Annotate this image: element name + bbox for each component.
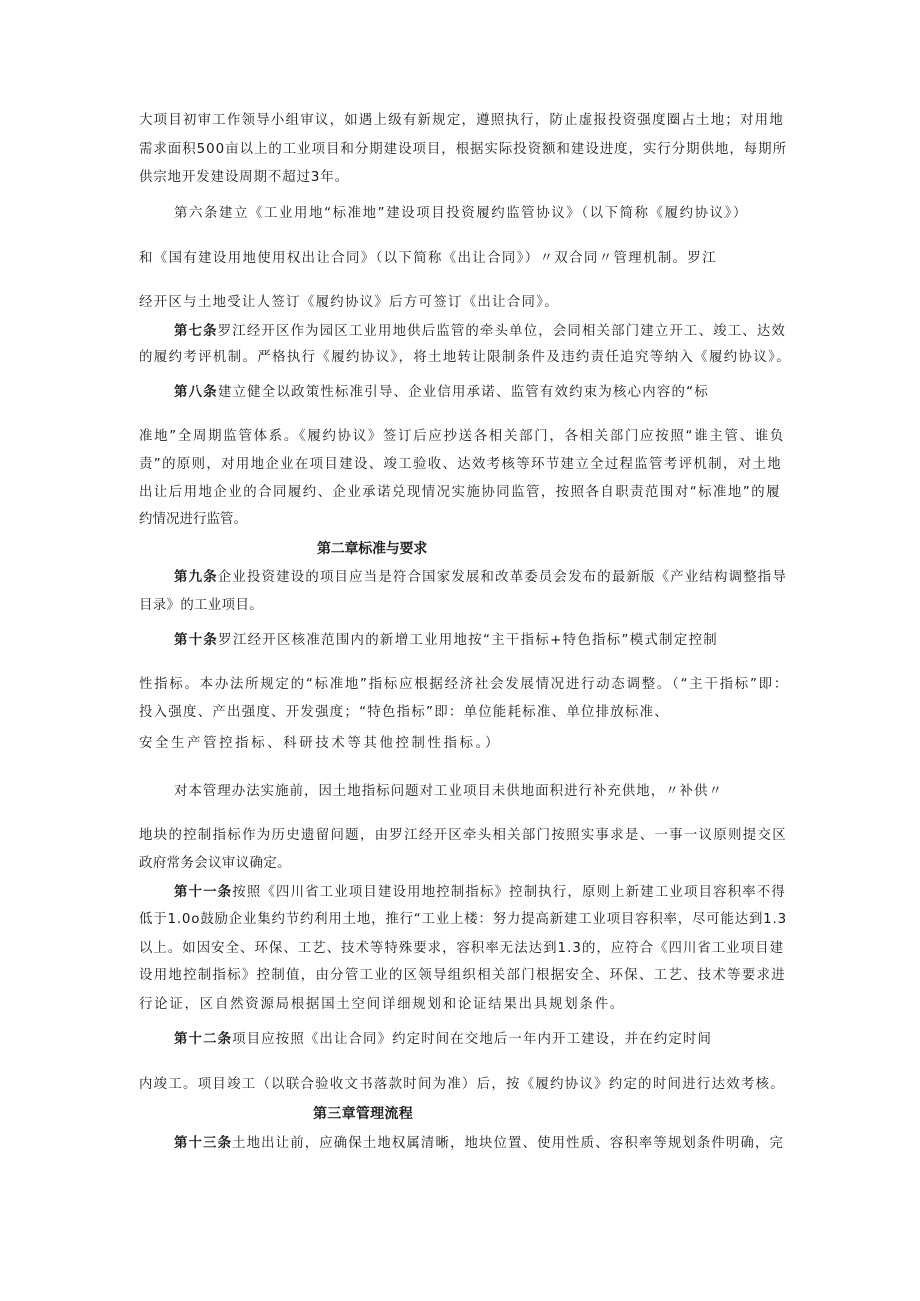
article-number: 第十二条 (174, 1032, 233, 1047)
line-text: 行论证，区自然资源局根据国土空间详细规划和论证结果出具规划条件。 (139, 997, 625, 1012)
article-number: 第十一条 (174, 885, 233, 900)
line-text: 项目应按照《出让合同》约定时间在交地后一年内开工建设，并在约定时间 (232, 1032, 712, 1047)
text-line (139, 826, 787, 846)
text-line (139, 483, 781, 503)
line-text: 对本管理办法实施前，因土地指标问题对工业项目未供地面积进行补充供地，〃补供〃 (174, 784, 723, 799)
article-number: 第九条 (174, 570, 218, 585)
article-number: 第十三条 (174, 1136, 233, 1151)
article-number: 第十条 (174, 633, 219, 648)
line-text: 的履约考评机制。严格执行《履约协议》，将土地转让限制条件及违约责任追究等纳入《履约协议》。 (139, 350, 791, 365)
line-text: 出让后用地企业的合同履约、企业承诺兑现情况实施协同监管，按照各自职责范围对“标准地”的履 (139, 485, 781, 500)
text-line (139, 140, 787, 160)
text-line (174, 322, 786, 342)
line-text: 企业投资建设的项目应当是符合国家发展和改革委员会发布的最新版《产业结构调整指导 (217, 570, 787, 585)
line-text: 准地”全周期监管体系。《履约协议》签订后应抄送各相关部门，各相关部门应按照“谁主管、谁负 (139, 429, 785, 444)
text-line (174, 1030, 712, 1050)
text-line (139, 293, 559, 313)
text-line (139, 703, 669, 723)
line-text: 罗江经开区核准范围内的新增工业用地按“主干指标+特色指标”模式制定控制 (218, 633, 718, 648)
line-text: 内竣工。项目竣工（以联合验收文书落款时间为准）后，按《履约协议》约定的时间进行达效考核。 (139, 1077, 785, 1092)
line-text: 第六条建立《工业用地“标准地”建设项目投资履约监管协议》（以下简称《履约协议》） (174, 206, 748, 221)
line-text: 性指标。本办法所规定的“标准地”指标应根据经济社会发展情况进行动态调整。（“主干指标”即： (139, 677, 789, 692)
chapter-heading (313, 1104, 413, 1124)
text-line (139, 348, 791, 368)
line-text: 低于1.0o鼓励企业集约节约利用土地，推行“工业上楼：努力提高新建工业项目容积率，尽可能达到1.3 (139, 912, 787, 927)
line-text: 建立健全以政策性标准引导、企业信用承诺、监管有效约束为核心内容的“标 (217, 385, 709, 400)
text-line (139, 995, 625, 1015)
chapter-heading (317, 539, 427, 559)
line-text: 投入强度、产出强度、开发强度；“特色指标”即：单位能耗标准、单位排放标准、 (139, 705, 669, 720)
article-number: 第七条 (174, 324, 218, 339)
text-line (139, 734, 501, 754)
text-line (139, 910, 787, 930)
line-text: 经开区与土地受让人签订《履约协议》后方可签订《出让合同》。 (139, 295, 559, 310)
text-line (139, 510, 247, 530)
text-line (139, 966, 786, 986)
article-number: 第八条 (174, 385, 218, 400)
text-line (174, 568, 787, 588)
text-line (139, 249, 717, 269)
line-text: 以上。如因安全、环保、工艺、技术等特殊要求，容积率无法达到1.3的，应符合《四川省工业项目建 (139, 941, 784, 956)
line-text: 和《国有建设用地使用权出让合同》（以下简称《出让合同》）〃双合同〃管理机制。罗江 (139, 251, 717, 266)
line-text: 责”的原则，对用地企业在项目建设、竣工验收、达效考核等环节建立全过程监管考评机制，对土地 (139, 457, 782, 472)
line-text: 地块的控制指标作为历史遗留问题，由罗江经开区牵头相关部门按照实事求是、一事一议原则提交区 (139, 828, 787, 843)
line-text: 政府常务会议审议确定。 (139, 856, 291, 871)
text-line (139, 427, 785, 447)
text-line (174, 204, 748, 224)
text-line (139, 1075, 785, 1095)
line-text: 第二章标准与要求 (317, 541, 427, 557)
text-line (139, 111, 784, 131)
line-text: 第三章管理流程 (313, 1106, 413, 1122)
line-text: 大项目初审工作领导小组审议，如遇上级有新规定，遵照执行，防止虚报投资强度圈占土地；对用地 (139, 113, 784, 128)
line-text: 罗江经开区作为园区工业用地供后监管的牵头单位，会同相关部门建立开工、竣工、达效 (217, 324, 786, 339)
text-line (139, 675, 789, 695)
text-line (174, 631, 718, 651)
line-text: 土地出让前，应确保土地权属清晰，地块位置、使用性质、容积率等规划条件明确，完 (232, 1136, 785, 1151)
line-text: 设用地控制指标》控制值，由分管工业的区领导组织相关部门根据安全、环保、工艺、技术等要求进 (139, 968, 786, 983)
line-text: 供宗地开发建设周期不超过3年。 (139, 170, 349, 185)
text-line (174, 883, 786, 903)
text-line (174, 1134, 784, 1154)
line-text: 按照《四川省工业项目建设用地控制指标》控制执行，原则上新建工业项目容积率不得 (232, 885, 786, 900)
text-line (139, 455, 782, 475)
line-text: 目录》的工业项目。 (139, 598, 263, 613)
text-line (139, 596, 263, 616)
text-line (139, 168, 349, 188)
text-line (174, 383, 709, 403)
line-text: 需求面积500亩以上的工业项目和分期建设项目，根据实际投资额和建设进度，实行分期供地，每期所 (139, 142, 787, 157)
text-line (174, 782, 723, 802)
text-line (139, 939, 784, 959)
line-text: 约情况进行监管。 (139, 512, 247, 527)
line-text: 安全生产管控指标、科研技术等其他控制性指标。） (139, 736, 501, 751)
text-line (139, 854, 291, 874)
